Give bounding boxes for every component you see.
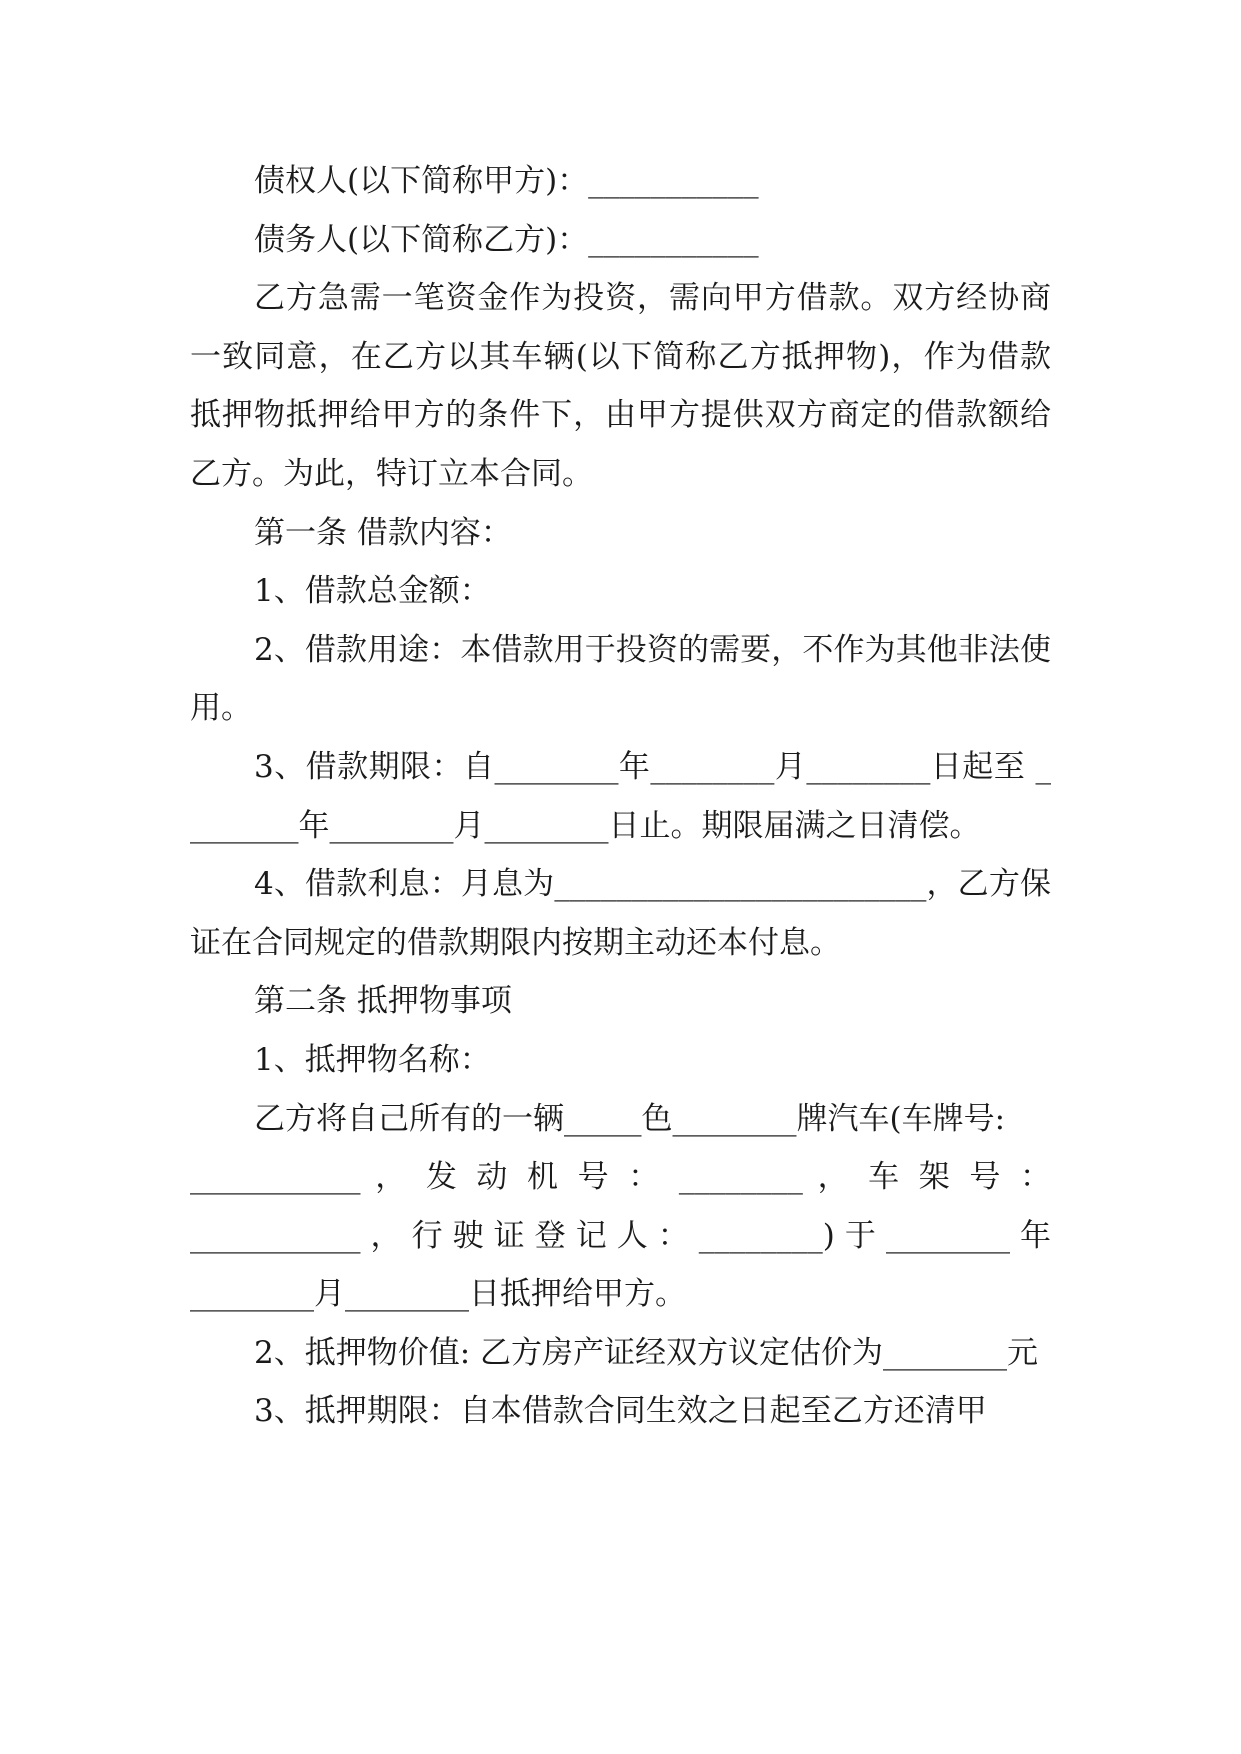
loan-interest: 4、借款利息：月息为________________________，乙方保证在合同规定的借款期限内按期主动还本付息。: [190, 866, 1051, 961]
debtor-line: 债务人(以下简称乙方)：___________: [254, 221, 759, 258]
loan-purpose: 2、借款用途：本借款用于投资的需要，不作为其他非法使用。: [190, 631, 1051, 727]
contract-body: [190, 152, 1051, 1441]
loan-total-amount: 1、借款总金额：: [254, 573, 491, 610]
article-1-heading: 第一条 借款内容：: [254, 514, 512, 551]
collateral-value: 2、抵押物价值: 乙方房产证经双方议定估价为________元: [254, 1334, 1039, 1371]
vehicle-line-3: ___________，行驶证登记人：________)于________年: [190, 1217, 1051, 1254]
creditor-line: 债权人(以下简称甲方)：___________: [254, 163, 759, 199]
collateral-name-heading: 1、抵押物名称：: [254, 1041, 491, 1078]
collateral-vehicle-details: [190, 1090, 1051, 1324]
preamble-paragraph: 乙方急需一笔资金作为投资，需向甲方借款。双方经协商一致同意，在乙方以其车辆(以下简称乙方抵押物)，作为借款抵押物抵押给甲方的条件下，由甲方提供双方商定的借款额给乙方。为此，特订立本合同。: [190, 280, 1051, 492]
mortgage-period: 3、抵押期限：自本借款合同生效之日起至乙方还清甲: [254, 1393, 987, 1430]
article-2-heading: 第二条 抵押物事项: [254, 983, 512, 1020]
vehicle-line-4: ________月________日抵押给甲方。: [190, 1276, 686, 1313]
loan-term: 3、借款期限：自________年________月________日起至 ________年________月________日止。期限届满之日清偿。: [190, 748, 1051, 844]
vehicle-line-1: 乙方将自己所有的一辆_____色________牌汽车(车牌号:: [254, 1100, 1006, 1137]
vehicle-line-2: ___________ ， 发 动 机 号 ： ________ ， 车 架 号 ：: [190, 1159, 1051, 1196]
